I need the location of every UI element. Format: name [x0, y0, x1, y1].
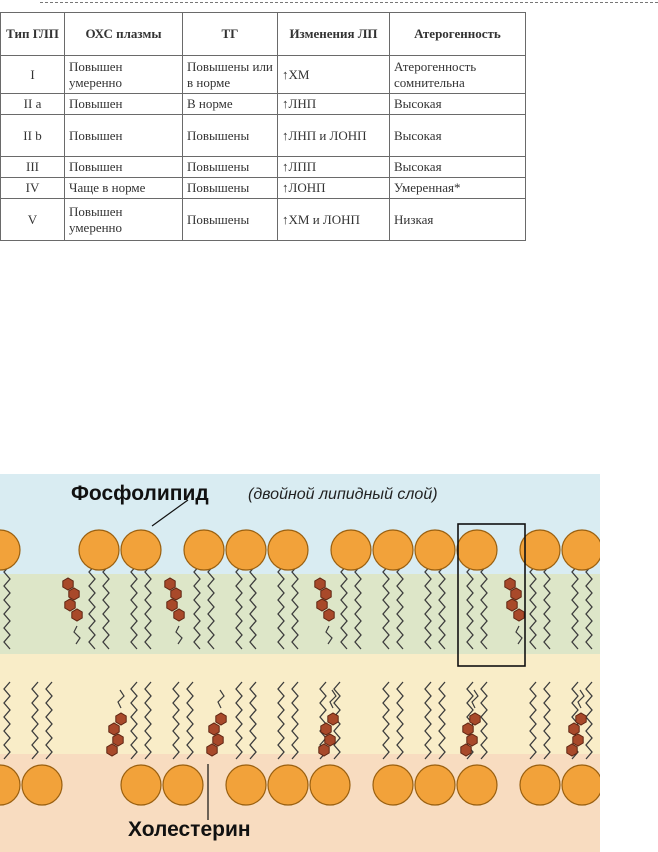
cholesterol-ring: [69, 588, 79, 600]
cholesterol-ring: [165, 578, 175, 590]
phospholipid-label: Фосфолипид: [71, 482, 209, 505]
cell-atherogenicity: Высокая: [390, 94, 526, 115]
cell-type: V: [1, 199, 65, 241]
cholesterol-ring: [507, 599, 517, 611]
cell-plasma-cholesterol: Повышен умеренно: [65, 199, 183, 241]
cell-triglycerides: Повышены: [183, 178, 278, 199]
table-row: [1, 157, 526, 178]
lipid-bilayer-illustration: [0, 474, 600, 852]
phospholipid-head: [268, 765, 308, 805]
phospholipid-head: [457, 530, 497, 570]
cell-plasma-cholesterol: Повышен: [65, 94, 183, 115]
table-row: [1, 94, 526, 115]
cholesterol-ring: [213, 734, 223, 746]
cholesterol-ring: [328, 713, 338, 725]
lipid-bilayer-figure: [0, 474, 600, 852]
cholesterol-ring: [72, 609, 82, 621]
cell-triglycerides: Повышены: [183, 157, 278, 178]
cholesterol-ring: [321, 723, 331, 735]
cell-atherogenicity: Умеренная*: [390, 178, 526, 199]
header-type: Тип ГЛП: [1, 13, 65, 56]
cell-lipoprotein-changes: ↑ЛОНП: [278, 178, 390, 199]
cell-type: I: [1, 56, 65, 94]
cholesterol-ring: [116, 713, 126, 725]
cholesterol-ring: [319, 744, 329, 756]
cholesterol-ring: [324, 609, 334, 621]
table-row: [1, 56, 526, 94]
cell-atherogenicity: Высокая: [390, 115, 526, 157]
cell-plasma-cholesterol: Повышен умеренно: [65, 56, 183, 94]
phospholipid-head: [121, 765, 161, 805]
phospholipid-head: [331, 530, 371, 570]
cell-plasma-cholesterol: Повышен: [65, 115, 183, 157]
cell-lipoprotein-changes: ↑ХМ: [278, 56, 390, 94]
cell-lipoprotein-changes: ↑ЛПП: [278, 157, 390, 178]
table-row: [1, 115, 526, 157]
cholesterol-ring: [63, 578, 73, 590]
cholesterol-ring: [470, 713, 480, 725]
cholesterol-ring: [167, 599, 177, 611]
phospholipid-head: [373, 765, 413, 805]
phospholipid-head: [562, 765, 600, 805]
cholesterol-ring: [65, 599, 75, 611]
phospholipid-head: [22, 765, 62, 805]
hyperlipidemia-table: [0, 12, 526, 241]
phospholipid-head: [520, 530, 560, 570]
phospholipid-head: [562, 530, 600, 570]
cell-type: IV: [1, 178, 65, 199]
cholesterol-ring: [325, 734, 335, 746]
page-top-rule: [40, 2, 658, 3]
cholesterol-ring: [467, 734, 477, 746]
cell-atherogenicity: Высокая: [390, 157, 526, 178]
cholesterol-ring: [107, 744, 117, 756]
phospholipid-head: [79, 530, 119, 570]
table-header-row: [1, 13, 526, 56]
cholesterol-ring: [209, 723, 219, 735]
cell-lipoprotein-changes: ↑ХМ и ЛОНП: [278, 199, 390, 241]
cholesterol-ring: [216, 713, 226, 725]
header-lipoprotein-changes: Изменения ЛП: [278, 13, 390, 56]
cholesterol-ring: [321, 588, 331, 600]
cholesterol-ring: [174, 609, 184, 621]
phospholipid-head: [268, 530, 308, 570]
cell-atherogenicity: Атерогенность сомнительна: [390, 56, 526, 94]
cell-atherogenicity: Низкая: [390, 199, 526, 241]
cell-triglycerides: В норме: [183, 94, 278, 115]
phospholipid-head: [226, 530, 266, 570]
cholesterol-ring: [315, 578, 325, 590]
phospholipid-head: [457, 765, 497, 805]
cholesterol-ring: [567, 744, 577, 756]
cholesterol-ring: [463, 723, 473, 735]
phospholipid-head: [373, 530, 413, 570]
cholesterol-label: Холестерин: [128, 818, 251, 841]
cholesterol-ring: [514, 609, 524, 621]
phospholipid-head: [415, 765, 455, 805]
cell-plasma-cholesterol: Чаще в норме: [65, 178, 183, 199]
phospholipid-head: [226, 765, 266, 805]
phospholipid-head: [520, 765, 560, 805]
phospholipid-head: [415, 530, 455, 570]
cholesterol-ring: [113, 734, 123, 746]
cell-triglycerides: Повышены или в норме: [183, 56, 278, 94]
cholesterol-ring: [576, 713, 586, 725]
cholesterol-ring: [171, 588, 181, 600]
cell-type: II b: [1, 115, 65, 157]
table-row: [1, 178, 526, 199]
cell-triglycerides: Повышены: [183, 115, 278, 157]
phospholipid-head: [184, 530, 224, 570]
table-row: [1, 199, 526, 241]
cell-type: II a: [1, 94, 65, 115]
cholesterol-ring: [207, 744, 217, 756]
cell-type: III: [1, 157, 65, 178]
cholesterol-ring: [317, 599, 327, 611]
cholesterol-ring: [109, 723, 119, 735]
cholesterol-ring: [569, 723, 579, 735]
cell-lipoprotein-changes: ↑ЛНП: [278, 94, 390, 115]
phospholipid-head: [121, 530, 161, 570]
phospholipid-head: [163, 765, 203, 805]
header-atherogenicity: Атерогенность: [390, 13, 526, 56]
cell-plasma-cholesterol: Повышен: [65, 157, 183, 178]
hydrophobic-core-background: [0, 654, 600, 754]
bilayer-label: (двойной липидный слой): [248, 486, 438, 503]
phospholipid-head: [310, 765, 350, 805]
cholesterol-ring: [573, 734, 583, 746]
header-plasma-cholesterol: ОХС плазмы: [65, 13, 183, 56]
cholesterol-ring: [461, 744, 471, 756]
cell-triglycerides: Повышены: [183, 199, 278, 241]
cell-lipoprotein-changes: ↑ЛНП и ЛОНП: [278, 115, 390, 157]
cholesterol-ring: [505, 578, 515, 590]
header-triglycerides: ТГ: [183, 13, 278, 56]
cholesterol-ring: [511, 588, 521, 600]
